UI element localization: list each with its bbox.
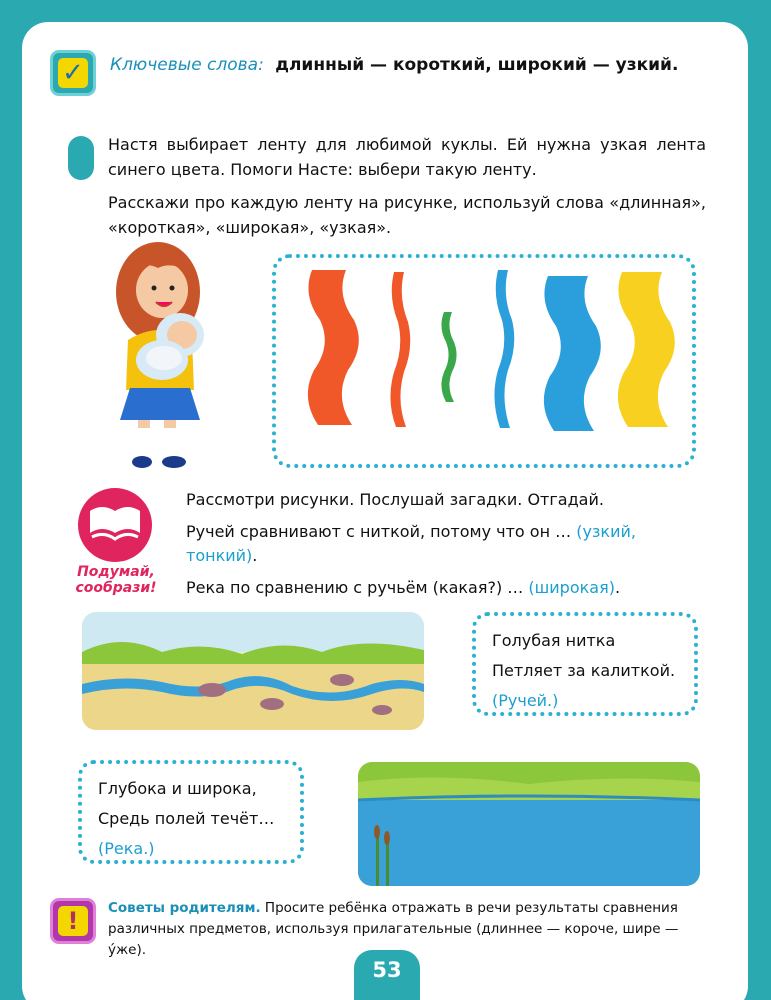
riddle-question-1 [186, 520, 686, 568]
keywords-line [110, 52, 710, 78]
river-riddle-answer: (Река.) [98, 839, 155, 858]
answer-2: (широкая) [528, 578, 615, 597]
stream-riddle-line2: Петляет за калиткой. [492, 661, 676, 680]
page-number: 53 [372, 958, 402, 982]
river-picture [358, 762, 700, 886]
left-border-strip [0, 0, 22, 1000]
advice-title: Советы родителям. [108, 900, 261, 916]
stream-illustration [82, 612, 424, 730]
checkmark-glyph: ✓ [58, 58, 88, 88]
keywords-label: Ключевые слова: [110, 55, 264, 75]
river-riddle-line1: Глубока и широка, [98, 779, 257, 798]
river-illustration [358, 762, 700, 886]
task-paragraph-1: Настя выбирает ленту для любимой куклы. Ей нужна узкая лента синего цвета. Помоги Насте: выбери такую ленту. [108, 135, 706, 179]
page-number-tab [354, 950, 420, 1000]
ribbon-narrow-red [390, 272, 410, 427]
riddle-question-2 [186, 576, 686, 600]
advice-text: Просите ребёнка отражать в речи результаты сравнения различных предметов, используя прилагательные (длиннее — короче, шире — у́же). [108, 900, 679, 958]
stream-riddle-answer: (Ручей.) [492, 691, 559, 710]
think-label [72, 564, 160, 596]
ribbon-wide-blue [544, 276, 601, 431]
stream-picture [82, 612, 424, 730]
exclamation-icon [50, 898, 96, 944]
question-1-text: Ручей сравнивают с ниткой, потому что он … [186, 522, 577, 541]
open-book-icon [78, 488, 152, 562]
riddle-intro: Рассмотри рисунки. Послушай загадки. Отгадай. [186, 490, 604, 509]
task-text [108, 132, 706, 248]
exclamation-glyph: ! [58, 906, 88, 936]
ribbons-frame [272, 254, 696, 468]
task-bullet-icon [68, 136, 94, 180]
answer-1: (узкий, тонкий) [186, 522, 636, 565]
think-badge [72, 488, 156, 600]
riddle-questions [186, 488, 686, 608]
parents-advice [108, 898, 720, 961]
task-paragraph-2: Расскажи про каждую ленту на рисунке, используй слова «длинная», «короткая», «широкая», «узкая». [108, 193, 706, 237]
stream-riddle-line1: Голубая нитка [492, 631, 616, 650]
question-2-end: . [614, 578, 621, 597]
think-label-line2: сообрази! [75, 580, 157, 596]
ribbon-short-green [441, 312, 456, 402]
checkmark-icon [50, 50, 96, 96]
ribbon-wide-red [308, 270, 359, 425]
think-label-line1: Подумай, [77, 564, 155, 580]
ribbons-illustration [276, 258, 692, 464]
question-2-text: Река по сравнению с ручьём (какая?) … [186, 578, 529, 597]
question-1-end: . [252, 546, 258, 565]
river-riddle-line2: Средь полей течёт… [98, 809, 275, 828]
keywords-words: длинный — короткий, широкий — узкий. [275, 55, 679, 75]
river-riddle-box [78, 760, 304, 864]
stream-riddle-box [472, 612, 698, 716]
ribbon-narrow-blue [494, 270, 514, 428]
girl-with-doll-illustration [100, 240, 210, 476]
ribbon-wide-yellow [618, 272, 675, 427]
book-icon-svg [88, 503, 142, 547]
